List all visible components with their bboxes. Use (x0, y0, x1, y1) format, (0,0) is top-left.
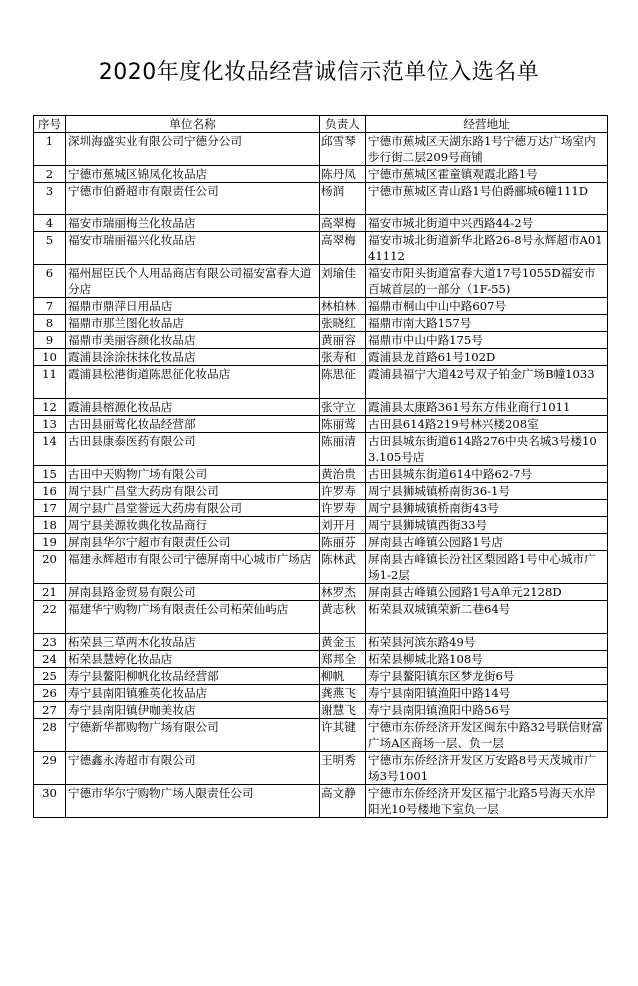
row-no: 21 (34, 584, 66, 601)
table-header-row (34, 116, 608, 133)
row-unit-name: 古田中天购物广场有限公司 (66, 466, 320, 483)
row-no: 9 (34, 332, 66, 349)
row-no: 22 (34, 601, 66, 634)
row-no: 25 (34, 668, 66, 685)
row-person: 陈丽莺 (320, 416, 366, 433)
row-person: 邱雪琴 (320, 133, 366, 166)
row-unit-name: 宁德新华都购物广场有限公司 (66, 719, 320, 752)
row-unit-name: 福鼎市美丽容颜化妆品店 (66, 332, 320, 349)
row-person: 王明秀 (320, 752, 366, 785)
row-address: 柘荣县河滨东路49号 (366, 634, 608, 651)
table-row (34, 500, 608, 517)
header-address: 经营地址 (366, 116, 608, 133)
row-unit-name: 霞浦县涂涂抹抹化妆品店 (66, 349, 320, 366)
row-unit-name: 福安市瑞丽福兴化妆品店 (66, 232, 320, 265)
row-no: 11 (34, 366, 66, 399)
row-address: 福鼎市桐山中山中路607号 (366, 298, 608, 315)
row-person: 陈丽清 (320, 433, 366, 466)
table-row (34, 668, 608, 685)
row-address: 周宁县狮城镇桥南街36-1号 (366, 483, 608, 500)
row-person: 柳帆 (320, 668, 366, 685)
row-no: 4 (34, 215, 66, 232)
row-unit-name: 福鼎市那兰图化妆品店 (66, 315, 320, 332)
row-unit-name: 霞浦县松港街道陈思征化妆品店 (66, 366, 320, 399)
row-person: 张寿和 (320, 349, 366, 366)
table-row (34, 215, 608, 232)
table-row (34, 298, 608, 315)
row-unit-name: 福建永辉超市有限公司宁德屏南中心城市广场店 (66, 551, 320, 584)
row-unit-name: 古田县丽莺化妆品经营部 (66, 416, 320, 433)
row-address: 屏南县古峰镇长汾社区梨园路1号中心城市广场1-2层 (366, 551, 608, 584)
row-unit-name: 屏南县路金贸易有限公司 (66, 584, 320, 601)
row-person: 黄志秋 (320, 601, 366, 634)
table-row (34, 265, 608, 298)
row-address: 宁德市东侨经济开发区闽东中路32号联信财富广场A区商场一层、负一层 (366, 719, 608, 752)
row-address: 福安市城北街道新华北路26-8号永辉超市A0141112 (366, 232, 608, 265)
row-no: 15 (34, 466, 66, 483)
row-person: 林柏林 (320, 298, 366, 315)
row-no: 3 (34, 183, 66, 215)
row-person: 高文静 (320, 785, 366, 818)
row-address: 周宁县狮城镇桥南街43号 (366, 500, 608, 517)
row-person: 刘开月 (320, 517, 366, 534)
table-row (34, 416, 608, 433)
row-address: 宁德市东侨经济开发区福宁北路5号海天水岸阳光10号楼地下室负一层 (366, 785, 608, 818)
row-address: 古田县城东街道614中路62-7号 (366, 466, 608, 483)
row-unit-name: 柘荣县三草两木化妆品店 (66, 634, 320, 651)
row-no: 13 (34, 416, 66, 433)
row-unit-name: 福安市瑞丽梅兰化妆品店 (66, 215, 320, 232)
table-row (34, 483, 608, 500)
row-person: 郑邦全 (320, 651, 366, 668)
name-list-table (33, 115, 608, 818)
row-no: 29 (34, 752, 66, 785)
row-unit-name: 福鼎市鼎萍日用品店 (66, 298, 320, 315)
row-person: 黄丽容 (320, 332, 366, 349)
table-row (34, 785, 608, 818)
row-no: 6 (34, 265, 66, 298)
row-person: 谢慧飞 (320, 702, 366, 719)
row-address: 宁德市蕉城区霍童镇观霞北路1号 (366, 166, 608, 183)
row-address: 屏南县古峰镇公园路1号A单元2128D (366, 584, 608, 601)
row-address: 屏南县古峰镇公园路1号店 (366, 534, 608, 551)
row-person: 黄金玉 (320, 634, 366, 651)
table-row (34, 752, 608, 785)
row-no: 24 (34, 651, 66, 668)
row-no: 12 (34, 399, 66, 416)
row-no: 23 (34, 634, 66, 651)
table-row (34, 466, 608, 483)
row-person: 龚燕飞 (320, 685, 366, 702)
table-row (34, 517, 608, 534)
row-unit-name: 周宁县美源妆典化妆品商行 (66, 517, 320, 534)
row-address: 宁德市蕉城区天湖东路1号宁德万达广场室内步行街二层209号商铺 (366, 133, 608, 166)
table-row (34, 702, 608, 719)
table-row (34, 719, 608, 752)
row-address: 周宁县狮城镇西街33号 (366, 517, 608, 534)
table-row (34, 584, 608, 601)
row-address: 霞浦县太康路361号东方伟业商行1011 (366, 399, 608, 416)
row-no: 17 (34, 500, 66, 517)
row-person: 陈丽芬 (320, 534, 366, 551)
row-address: 福安市城北街道中兴西路44-2号 (366, 215, 608, 232)
row-unit-name: 古田县康泰医药有限公司 (66, 433, 320, 466)
header-person: 负责人 (320, 116, 366, 133)
row-no: 16 (34, 483, 66, 500)
row-address: 古田县城东街道614路276中央名城3号楼103.105号店 (366, 433, 608, 466)
table-row (34, 332, 608, 349)
row-address: 宁德市东侨经济开发区万安路8号天茂城市广场3号1001 (366, 752, 608, 785)
row-unit-name: 福建华宁购物广场有限责任公司柘荣仙屿店 (66, 601, 320, 634)
row-address: 宁德市蕉城区青山路1号伯爵郦城6幢111D (366, 183, 608, 215)
table-row (34, 232, 608, 265)
row-address: 霞浦县福宁大道42号双子铂金广场B幢1033 (366, 366, 608, 399)
row-address: 寿宁县南阳镇渔阳中路14号 (366, 685, 608, 702)
row-unit-name: 宁德市伯爵超市有限责任公司 (66, 183, 320, 215)
table-row (34, 651, 608, 668)
header-unit-name: 单位名称 (66, 116, 320, 133)
table-row (34, 534, 608, 551)
row-person: 陈丹凤 (320, 166, 366, 183)
row-no: 18 (34, 517, 66, 534)
row-unit-name: 福州屈臣氏个人用品商店有限公司福安富春大道分店 (66, 265, 320, 298)
table-row (34, 349, 608, 366)
table-row (34, 133, 608, 166)
table-row (34, 183, 608, 215)
row-unit-name: 寿宁县南阳镇伊咖美妆店 (66, 702, 320, 719)
row-person: 刘瑜佳 (320, 265, 366, 298)
row-unit-name: 宁德鑫永涛超市有限公司 (66, 752, 320, 785)
row-unit-name: 周宁县广昌堂大药房有限公司 (66, 483, 320, 500)
row-no: 30 (34, 785, 66, 818)
row-person: 陈思征 (320, 366, 366, 399)
row-no: 26 (34, 685, 66, 702)
row-unit-name: 周宁县广昌堂誉远大药房有限公司 (66, 500, 320, 517)
row-unit-name: 宁德市华尔宁购物广场人限责任公司 (66, 785, 320, 818)
row-address: 古田县614路219号林兴楼208室 (366, 416, 608, 433)
row-no: 10 (34, 349, 66, 366)
row-no: 28 (34, 719, 66, 752)
row-address: 霞浦县龙首路61号102D (366, 349, 608, 366)
header-no: 序号 (34, 116, 66, 133)
row-no: 20 (34, 551, 66, 584)
row-unit-name: 宁德市蕉城区锦凤化妆品店 (66, 166, 320, 183)
row-unit-name: 霞浦县榕源化妆品店 (66, 399, 320, 416)
row-unit-name: 深圳海盛实业有限公司宁德分公司 (66, 133, 320, 166)
row-no: 1 (34, 133, 66, 166)
row-address: 柘荣县双城镇荣新二巷64号 (366, 601, 608, 634)
row-no: 7 (34, 298, 66, 315)
row-no: 14 (34, 433, 66, 466)
page-title: 2020年度化妆品经营诚信示范单位入选名单 (98, 60, 540, 85)
row-person: 高翠梅 (320, 232, 366, 265)
row-person: 许罗寿 (320, 483, 366, 500)
row-unit-name: 柘荣县慧婷化妆品店 (66, 651, 320, 668)
row-person: 许罗寿 (320, 500, 366, 517)
row-no: 19 (34, 534, 66, 551)
row-address: 寿宁县南阳镇渔阳中路56号 (366, 702, 608, 719)
row-person: 张守立 (320, 399, 366, 416)
row-no: 8 (34, 315, 66, 332)
table-row (34, 685, 608, 702)
table-row (34, 433, 608, 466)
row-no: 27 (34, 702, 66, 719)
row-person: 林罗杰 (320, 584, 366, 601)
row-unit-name: 屏南县华尔宁超市有限责任公司 (66, 534, 320, 551)
table-row (34, 166, 608, 183)
row-person: 黄治贵 (320, 466, 366, 483)
row-person: 陈林武 (320, 551, 366, 584)
row-person: 许其键 (320, 719, 366, 752)
table-row (34, 601, 608, 634)
table-row (34, 634, 608, 651)
row-no: 2 (34, 166, 66, 183)
table-row (34, 399, 608, 416)
row-unit-name: 寿宁县鳌阳柳帆化妆品经营部 (66, 668, 320, 685)
row-unit-name: 寿宁县南阳镇雅英化妆品店 (66, 685, 320, 702)
row-address: 福鼎市中山中路175号 (366, 332, 608, 349)
row-person: 张晓红 (320, 315, 366, 332)
row-person: 杨润 (320, 183, 366, 215)
row-address: 寿宁县鳌阳镇东区梦龙街6号 (366, 668, 608, 685)
table-row (34, 315, 608, 332)
row-address: 福鼎市南大路157号 (366, 315, 608, 332)
row-address: 柘荣县柳城北路108号 (366, 651, 608, 668)
row-person: 高翠梅 (320, 215, 366, 232)
table-row (34, 551, 608, 584)
table-row (34, 366, 608, 399)
row-address: 福安市阳头街道富春大道17号1055D福安市百城首层的一部分（1F-55) (366, 265, 608, 298)
row-no: 5 (34, 232, 66, 265)
